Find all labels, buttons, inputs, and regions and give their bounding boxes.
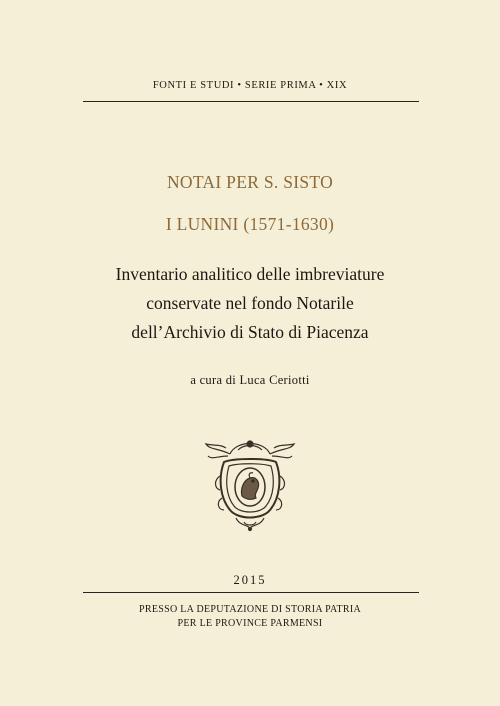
publisher-block: [0, 603, 500, 631]
book-subtitle-dates: I LUNINI (1571-1630): [165, 214, 335, 234]
publication-year: 2015: [233, 573, 267, 587]
description-block: [0, 260, 500, 347]
editor-credit: a cura di Luca Ceriotti: [190, 373, 310, 387]
publisher-line: PRESSO LA DEPUTAZIONE DI STORIA PATRIA: [138, 604, 361, 615]
description-line: dell’Archivio di Stato di Piacenza: [131, 322, 369, 342]
book-title: NOTAI PER S. SISTO: [166, 172, 334, 192]
bottom-rule: [83, 592, 419, 593]
description-line: conservate nel fondo Notarile: [146, 293, 354, 313]
top-rule: [83, 101, 419, 102]
description-line: Inventario analitico delle imbreviature: [115, 264, 385, 284]
heraldic-crest-icon: [200, 432, 300, 532]
publisher-line: PER LE PROVINCE PARMENSI: [177, 618, 323, 629]
series-label: FONTI E STUDI • SERIE PRIMA • XIX: [152, 80, 348, 91]
